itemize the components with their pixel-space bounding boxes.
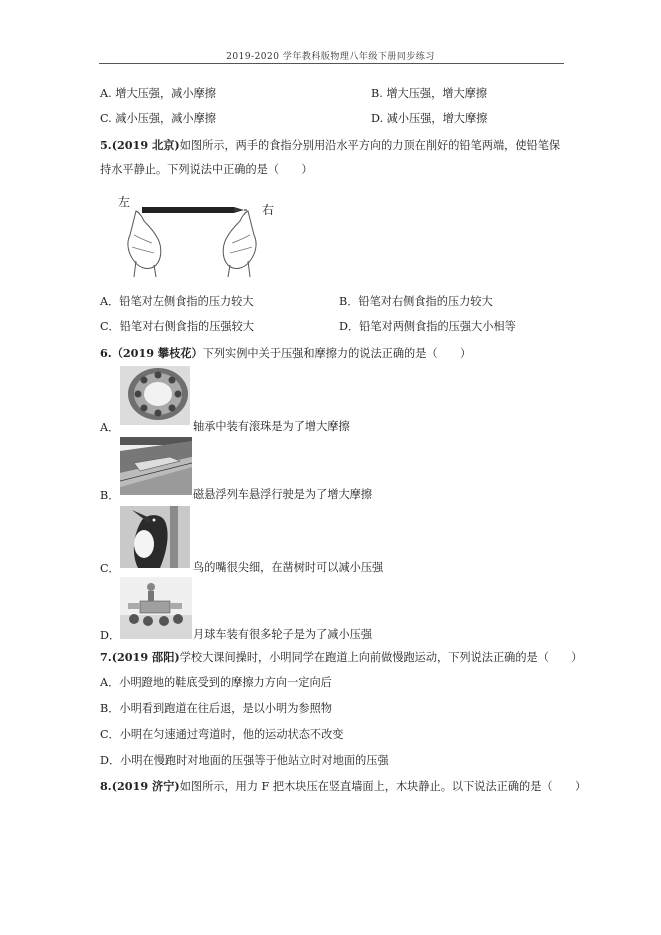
q5-number: 5. xyxy=(100,138,112,152)
q6-option-a-letter: A． xyxy=(100,421,120,434)
q7-number: 7. xyxy=(100,650,112,664)
q6-option-c-text: 鸟的嘴很尖细，在凿树时可以减小压强 xyxy=(193,561,384,574)
q5-stem-text1: 如图所示，两手的食指分别用沿水平方向的力顶在削好的铅笔两端，使铅笔保 xyxy=(179,139,561,152)
q4-option-b: B. 增大压强，增大摩擦 xyxy=(371,87,488,100)
pencil-icon xyxy=(142,207,234,213)
header-rule xyxy=(99,63,564,64)
q5-source: (2019 北京) xyxy=(111,138,180,152)
q4-option-d: D. 减小压强，增大摩擦 xyxy=(371,112,488,125)
q5-figure-pencil xyxy=(118,195,278,278)
page-header: 2019-2020 学年教科版物理八年级下册同步练习 xyxy=(226,52,435,62)
q8-source: (2019 济宁) xyxy=(111,779,180,793)
q6-option-d-text: 月球车装有很多轮子是为了减小压强 xyxy=(193,628,373,641)
q6-image-maglev xyxy=(120,437,192,495)
q8-stem xyxy=(100,779,586,794)
q5-option-a: A．铅笔对左侧食指的压力较大 xyxy=(100,295,254,308)
q7-option-d: D．小明在慢跑时对地面的压强等于他站立时对地面的压强 xyxy=(100,754,389,767)
q6-option-d-letter: D． xyxy=(100,629,121,642)
q5-option-b: B．铅笔对右侧食指的压力较大 xyxy=(339,295,493,308)
q7-stem-text: 学校大课间操时，小明同学在跑道上向前做慢跑运动，下列说法正确的是（ ） xyxy=(179,651,583,664)
q6-image-woodpecker xyxy=(120,506,190,568)
q5-option-d: D．铅笔对两侧食指的压强大小相等 xyxy=(339,320,516,333)
q7-option-c: C．小明在匀速通过弯道时，他的运动状态不改变 xyxy=(100,728,344,741)
q6-stem-text: 下列实例中关于压强和摩擦力的说法正确的是（ ） xyxy=(202,347,472,360)
q6-option-b-letter: B． xyxy=(100,489,120,502)
q7-option-b: B．小明看到跑道在往后退，是以小明为参照物 xyxy=(100,702,332,715)
q6-number: 6. xyxy=(100,346,112,360)
q4-option-a: A. 增大压强，减小摩擦 xyxy=(100,87,216,100)
q4-option-c: C. 减小压强，减小摩擦 xyxy=(100,112,216,125)
q6-source: （2019 攀枝花） xyxy=(111,346,203,360)
q7-source: (2019 邵阳) xyxy=(111,650,180,664)
q7-option-a: A．小明蹬地的鞋底受到的摩擦力方向一定向后 xyxy=(100,676,332,689)
q6-option-c-letter: C． xyxy=(100,562,120,575)
q5-figure-label-right: 右 xyxy=(262,203,275,217)
q5-option-c: C．铅笔对右侧食指的压强较大 xyxy=(100,320,254,333)
q6-option-a-text: 轴承中装有滚珠是为了增大摩擦 xyxy=(193,420,350,433)
q5-stem-line2: 持水平静止。下列说法中正确的是（ ） xyxy=(100,163,313,176)
q5-figure-label-left: 左 xyxy=(118,195,131,209)
q7-stem xyxy=(100,650,582,665)
q8-stem-text: 如图所示，用力 F 把木块压在竖直墙面上，木块静止。以下说法正确的是（ ） xyxy=(179,780,587,793)
q6-image-bearing xyxy=(120,366,190,425)
q5-stem-line1 xyxy=(100,138,560,153)
q6-image-lunar-rover xyxy=(120,577,192,639)
q6-option-b-text: 磁悬浮列车悬浮行驶是为了增大摩擦 xyxy=(193,488,373,501)
q8-number: 8. xyxy=(100,779,112,793)
q6-stem xyxy=(100,346,471,361)
